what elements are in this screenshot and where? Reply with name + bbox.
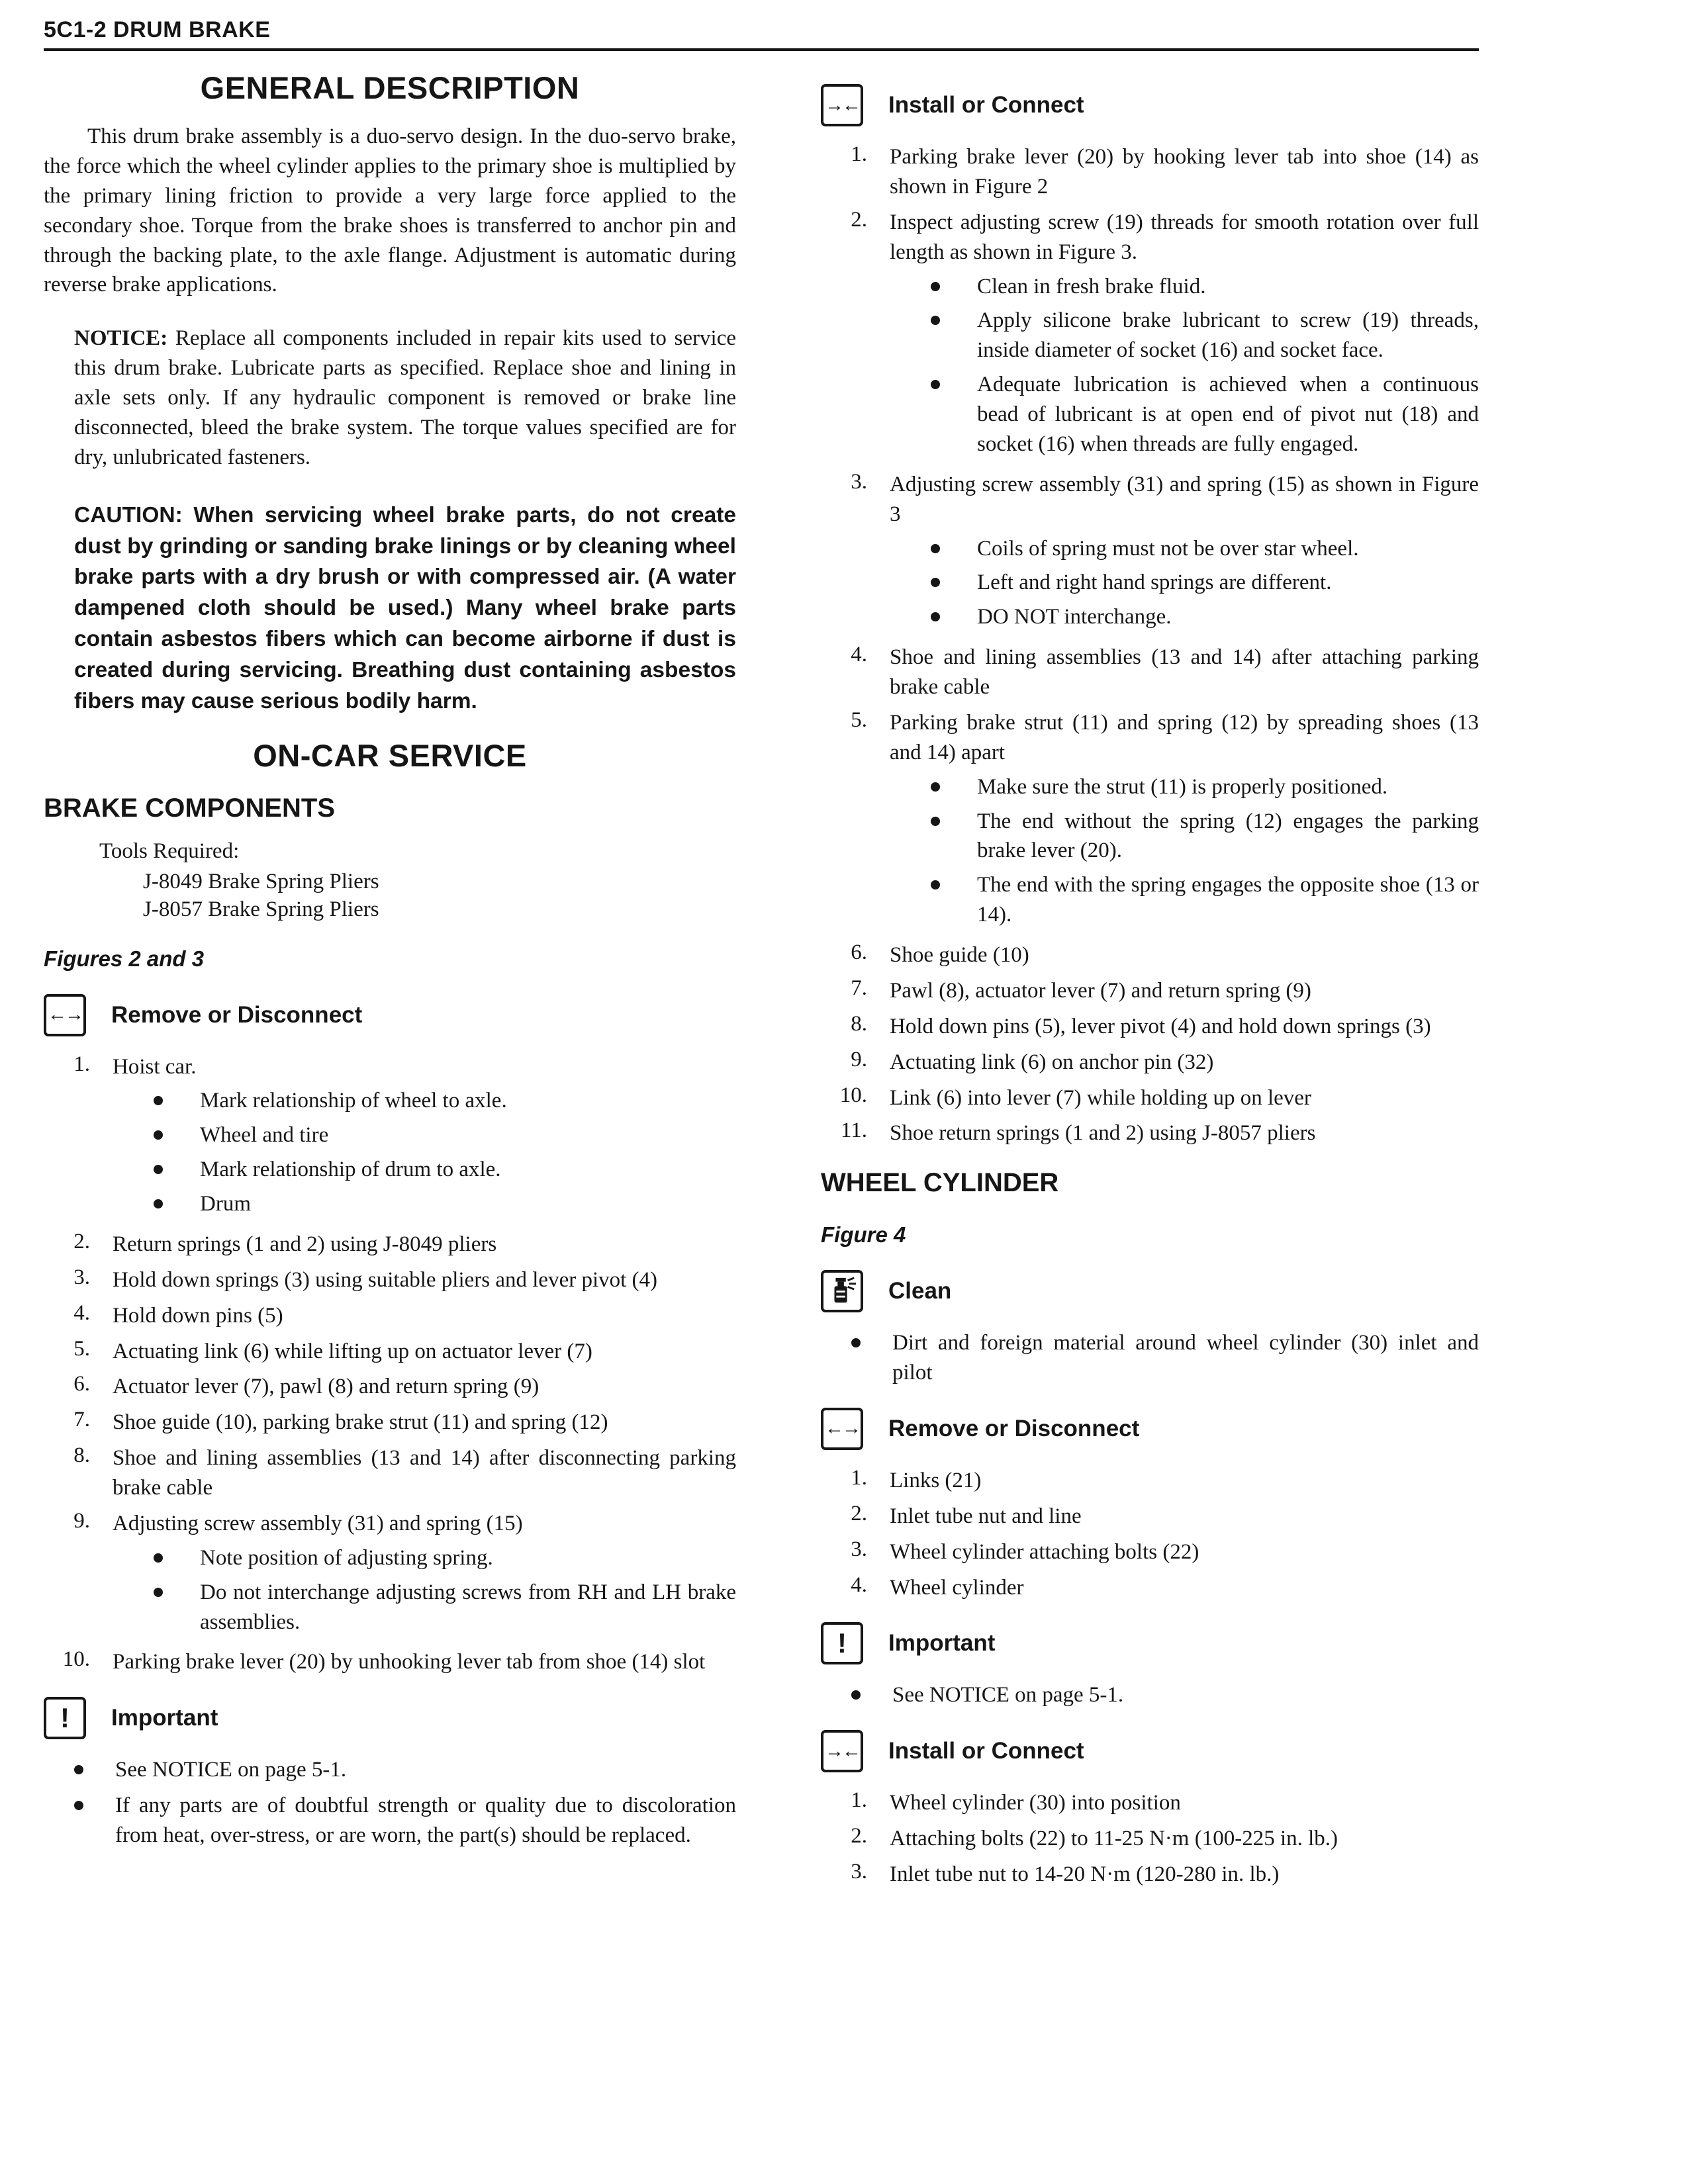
item-text: Actuating link (6) on anchor pin (32) — [890, 1050, 1214, 1074]
item-text: Wheel cylinder (30) into position — [890, 1791, 1181, 1815]
item-bullets — [890, 772, 1479, 930]
item-text: Link (6) into lever (7) while holding up on lever — [890, 1085, 1311, 1110]
item-body — [113, 1647, 736, 1677]
install-connect-heading-2 — [821, 1730, 1479, 1772]
important-heading — [44, 1697, 736, 1739]
item-number: 5. — [851, 707, 867, 732]
install-connect-label: Install or Connect — [888, 92, 1084, 118]
item-body — [890, 1502, 1479, 1531]
list-item — [44, 1408, 736, 1437]
list-item — [821, 142, 1479, 202]
item-number: 1. — [851, 142, 867, 166]
bullet-item — [113, 1189, 736, 1219]
tools-list — [44, 870, 736, 922]
item-number: 3. — [73, 1265, 90, 1289]
list-item — [821, 1466, 1479, 1496]
item-number: 1. — [851, 1788, 867, 1813]
bullet-text: Mark relationship of wheel to axle. — [200, 1089, 507, 1113]
item-body — [113, 1509, 736, 1642]
bullet-text: Wheel and tire — [200, 1123, 329, 1148]
bullet-dot-icon — [74, 1765, 83, 1774]
list-item — [821, 1860, 1479, 1889]
item-text: Links (21) — [890, 1468, 982, 1492]
bullet-item — [113, 1120, 736, 1150]
item-number: 2. — [851, 1501, 867, 1525]
bullet-text: Drum — [200, 1192, 251, 1216]
list-item — [44, 1301, 736, 1331]
bullet-item — [44, 1755, 736, 1785]
bullet-text: Coils of spring must not be over star wheel. — [977, 536, 1359, 561]
item-number: 1. — [851, 1465, 867, 1490]
item-number: 4. — [851, 643, 867, 667]
item-text: Shoe and lining assemblies (13 and 14) after disconnecting parking brake cable — [113, 1446, 736, 1500]
list-item — [44, 1647, 736, 1677]
remove-disconnect-label: Remove or Disconnect — [111, 1001, 363, 1028]
bullet-item — [821, 1328, 1479, 1388]
bullet-text: Dirt and foreign material around wheel cylinder (30) inlet and pilot — [892, 1331, 1479, 1385]
clean-icon — [821, 1270, 863, 1312]
bullet-item — [890, 306, 1479, 365]
general-description-paragraph: This drum brake assembly is a duo-servo design. In the duo-servo brake, the force which the wheel cylinder applies to the primary shoe is multiplied by the primary lining friction to provide a very large force applied to the secondary shoe. Torque from the brake shoes is transferred to anchor pin and through the backing plate, to the axle flange. Adjustment is automatic during reverse brake applications. — [44, 124, 736, 297]
item-text: Attaching bolts (22) to 11-25 N·m (100-225 in. lb.) — [890, 1827, 1338, 1851]
list-item — [44, 1265, 736, 1295]
item-text: Adjusting screw assembly (31) and spring (15) as shown in Figure 3 — [890, 472, 1479, 526]
item-text: Actuator lever (7), pawl (8) and return spring (9) — [113, 1375, 539, 1399]
bullet-dot-icon — [154, 1199, 163, 1208]
item-body — [890, 470, 1479, 637]
bullet-text: Left and right hand springs are different. — [977, 570, 1332, 595]
list-item — [44, 1372, 736, 1402]
bullet-dot-icon — [154, 1165, 163, 1174]
bullet-dot-icon — [931, 817, 940, 826]
install-connect-glyph: →← — [825, 1740, 859, 1762]
item-text: Shoe guide (10) — [890, 943, 1029, 967]
item-text: Return springs (1 and 2) using J-8049 pliers — [113, 1232, 497, 1256]
bullet-dot-icon — [931, 544, 940, 553]
bullet-item — [821, 1680, 1479, 1710]
remove-disconnect-heading — [44, 994, 736, 1036]
item-text: Shoe return springs (1 and 2) using J-8057 pliers — [890, 1121, 1316, 1146]
clean-bullets — [821, 1328, 1479, 1388]
item-number: 2. — [851, 1824, 867, 1848]
item-body — [890, 643, 1479, 702]
list-item — [821, 940, 1479, 970]
important-bullets-2 — [821, 1680, 1479, 1710]
list-item — [821, 1083, 1479, 1113]
item-bullets — [113, 1543, 736, 1637]
bullet-item — [890, 870, 1479, 930]
item-text: Adjusting screw assembly (31) and spring (15) — [113, 1511, 523, 1535]
item-text: Shoe guide (10), parking brake strut (11) and spring (12) — [113, 1410, 608, 1435]
bullet-dot-icon — [931, 880, 940, 889]
item-number: 4. — [851, 1572, 867, 1597]
bullet-item — [113, 1578, 736, 1637]
install-connect-icon — [821, 1730, 863, 1772]
item-text: Wheel cylinder attaching bolts (22) — [890, 1539, 1199, 1564]
bullet-dot-icon — [851, 1690, 861, 1700]
remove-disconnect-label: Remove or Disconnect — [888, 1415, 1140, 1441]
item-body — [890, 1012, 1479, 1042]
item-bullets — [113, 1086, 736, 1219]
bullet-dot-icon — [154, 1553, 163, 1563]
heading-brake-components: BRAKE COMPONENTS — [44, 793, 336, 823]
tools-required-label: Tools Required: — [99, 839, 240, 863]
list-item — [44, 1230, 736, 1259]
remove-disconnect-list — [44, 1052, 736, 1678]
important-glyph: ! — [60, 1702, 70, 1734]
item-body — [890, 1824, 1479, 1854]
bullet-dot-icon — [154, 1588, 163, 1597]
figures-2-3-label: Figures 2 and 3 — [44, 946, 205, 971]
install-connect-icon — [821, 84, 863, 126]
item-body — [113, 1372, 736, 1402]
item-text: Hoist car. — [113, 1054, 197, 1079]
bullet-dot-icon — [931, 316, 940, 325]
heading-wheel-cylinder: WHEEL CYLINDER — [821, 1168, 1059, 1198]
clean-label: Clean — [888, 1278, 952, 1304]
item-number: 8. — [73, 1443, 90, 1468]
list-item — [821, 643, 1479, 702]
bullet-dot-icon — [931, 282, 940, 291]
wheel-cylinder-install-list — [821, 1788, 1479, 1889]
notice-paragraph — [74, 324, 736, 472]
bullet-text: DO NOT interchange. — [977, 605, 1172, 629]
item-body — [113, 1265, 736, 1295]
bullet-text: Apply silicone brake lubricant to screw (19) threads, inside diameter of socket (16) and socket face. — [977, 308, 1479, 363]
item-body — [890, 976, 1479, 1006]
list-item — [44, 1443, 736, 1503]
list-item — [821, 1048, 1479, 1077]
remove-disconnect-icon — [821, 1408, 863, 1450]
item-number: 2. — [73, 1229, 90, 1253]
bullet-dot-icon — [931, 578, 940, 587]
item-bullets — [890, 272, 1479, 459]
list-item — [44, 1337, 736, 1367]
bullet-item — [890, 534, 1479, 564]
page-header-title: 5C1-2 DRUM BRAKE — [44, 17, 271, 42]
item-body — [890, 1466, 1479, 1496]
bullet-item — [890, 370, 1479, 459]
item-number: 9. — [851, 1047, 867, 1071]
item-number: 3. — [851, 469, 867, 494]
tool-item: J-8057 Brake Spring Pliers — [143, 897, 379, 921]
item-text: Hold down springs (3) using suitable pliers and lever pivot (4) — [113, 1267, 658, 1292]
bullet-dot-icon — [74, 1801, 83, 1810]
install-connect-label: Install or Connect — [888, 1738, 1084, 1764]
item-number: 11. — [840, 1118, 867, 1143]
bullet-dot-icon — [154, 1130, 163, 1140]
right-column — [821, 64, 1479, 1895]
item-number: 3. — [851, 1860, 867, 1884]
list-item — [821, 1788, 1479, 1818]
bullet-item — [890, 272, 1479, 302]
notice-text: Replace all components included in repair kits used to service this drum brake. Lubricate parts as specified. Replace shoe and lining in axle sets only. If any hydraulic component is removed or brake line disconnected, bleed the brake system. The torque values specified are for dry, unlubricated fasteners. — [74, 326, 736, 469]
item-number: 6. — [851, 940, 867, 964]
item-body — [890, 1788, 1479, 1818]
bullet-text: Do not interchange adjusting screws from RH and LH brake assemblies. — [200, 1580, 736, 1634]
content-columns — [44, 64, 1479, 1895]
item-text: Parking brake strut (11) and spring (12) by spreading shoes (13 and 14) apart — [890, 710, 1479, 764]
item-body — [890, 1537, 1479, 1567]
item-body — [113, 1337, 736, 1367]
list-item — [821, 976, 1479, 1006]
item-text: Parking brake lever (20) by hooking lever tab into shoe (14) as shown in Figure 2 — [890, 145, 1479, 199]
list-item — [821, 1573, 1479, 1603]
item-body — [890, 708, 1479, 934]
list-item — [44, 1509, 736, 1642]
item-text: Hold down pins (5), lever pivot (4) and hold down springs (3) — [890, 1014, 1431, 1038]
item-text: Wheel cylinder — [890, 1575, 1024, 1600]
important-bullets — [44, 1755, 736, 1850]
list-item — [821, 470, 1479, 637]
bullet-dot-icon — [851, 1338, 861, 1347]
item-body — [113, 1301, 736, 1331]
title-on-car-service: ON-CAR SERVICE — [253, 737, 527, 773]
bullet-dot-icon — [154, 1096, 163, 1105]
remove-disconnect-glyph: ←→ — [825, 1418, 859, 1439]
install-connect-glyph: →← — [825, 94, 859, 116]
list-item — [821, 1502, 1479, 1531]
list-item — [821, 1012, 1479, 1042]
item-body — [113, 1052, 736, 1224]
item-body — [113, 1443, 736, 1503]
item-number: 2. — [851, 207, 867, 232]
item-number: 10. — [839, 1083, 867, 1107]
remove-disconnect-glyph: ←→ — [48, 1004, 82, 1026]
bullet-item — [113, 1086, 736, 1116]
notice-label: NOTICE: — [74, 326, 168, 351]
bullet-item — [113, 1543, 736, 1573]
item-text: Inlet tube nut to 14-20 N·m (120-280 in. lb.) — [890, 1862, 1280, 1886]
install-connect-list — [821, 142, 1479, 1148]
important-glyph: ! — [837, 1627, 847, 1659]
bullet-text: See NOTICE on page 5-1. — [115, 1758, 347, 1782]
item-number: 7. — [851, 976, 867, 1000]
item-bullets — [890, 534, 1479, 633]
item-number: 4. — [73, 1300, 90, 1325]
install-connect-heading — [821, 84, 1479, 126]
item-body — [890, 1083, 1479, 1113]
important-label: Important — [888, 1630, 996, 1657]
caution-paragraph: CAUTION: When servicing wheel brake parts, do not create dust by grinding or sanding brake linings or by cleaning wheel brake parts with a dry brush or with compressed air. (A water dampened cloth should be used.) Many wheel brake parts contain asbestos fibers which can become airborne if dust is created during servicing. Breathing dust containing asbestos fibers may cause serious bodily harm. — [74, 502, 736, 713]
item-text: Parking brake lever (20) by unhooking lever tab from shoe (14) slot — [113, 1650, 706, 1674]
item-number: 1. — [73, 1052, 90, 1076]
bullet-dot-icon — [931, 380, 940, 389]
bullet-text: The end with the spring engages the opposite shoe (13 or 14). — [977, 873, 1479, 927]
item-text: Pawl (8), actuator lever (7) and return spring (9) — [890, 978, 1311, 1003]
wheel-cylinder-remove-list — [821, 1466, 1479, 1603]
bullet-text: Make sure the strut (11) is properly positioned. — [977, 774, 1388, 799]
bullet-item — [44, 1791, 736, 1850]
title-general-description: GENERAL DESCRIPTION — [200, 70, 580, 105]
item-body — [890, 940, 1479, 970]
left-column — [44, 64, 736, 1895]
item-body — [890, 142, 1479, 202]
item-body — [113, 1230, 736, 1259]
list-item — [821, 1537, 1479, 1567]
item-text: Hold down pins (5) — [113, 1303, 283, 1328]
list-item — [821, 1118, 1479, 1148]
remove-disconnect-heading-2 — [821, 1408, 1479, 1450]
item-body — [113, 1408, 736, 1437]
item-body — [890, 208, 1479, 464]
item-number: 8. — [851, 1011, 867, 1036]
clean-heading — [821, 1270, 1479, 1312]
item-text: Shoe and lining assemblies (13 and 14) after attaching parking brake cable — [890, 645, 1479, 699]
list-item — [44, 1052, 736, 1224]
item-number: 10. — [62, 1647, 90, 1672]
important-icon — [821, 1622, 863, 1664]
bullet-item — [113, 1155, 736, 1185]
bullet-text: See NOTICE on page 5-1. — [892, 1683, 1124, 1707]
item-text: Inspect adjusting screw (19) threads for smooth rotation over full length as shown in Figure 3. — [890, 210, 1479, 264]
page-header — [44, 17, 1479, 51]
item-number: 6. — [73, 1372, 90, 1396]
bullet-item — [890, 772, 1479, 802]
list-item — [821, 1824, 1479, 1854]
item-number: 9. — [73, 1508, 90, 1533]
bullet-item — [890, 602, 1479, 632]
bullet-text: The end without the spring (12) engages the parking brake lever (20). — [977, 809, 1479, 863]
bullet-dot-icon — [931, 782, 940, 792]
important-icon — [44, 1697, 86, 1739]
header-rule — [44, 48, 1479, 51]
item-body — [890, 1118, 1479, 1148]
list-item — [821, 208, 1479, 464]
tool-item: J-8049 Brake Spring Pliers — [143, 869, 379, 893]
bullet-text: Adequate lubrication is achieved when a continuous bead of lubricant is at open end of pivot nut (18) and socket (16) when threads are fully engaged. — [977, 373, 1479, 456]
bullet-text: Clean in fresh brake fluid. — [977, 274, 1206, 298]
item-number: 7. — [73, 1408, 90, 1432]
item-text: Actuating link (6) while lifting up on actuator lever (7) — [113, 1339, 592, 1363]
item-body — [890, 1573, 1479, 1603]
bullet-text: Note position of adjusting spring. — [200, 1545, 493, 1570]
item-number: 5. — [73, 1336, 90, 1361]
item-body — [890, 1048, 1479, 1077]
remove-disconnect-icon — [44, 994, 86, 1036]
bullet-text: Mark relationship of drum to axle. — [200, 1158, 501, 1182]
list-item — [821, 708, 1479, 934]
item-number: 3. — [851, 1537, 867, 1561]
bullet-dot-icon — [931, 612, 940, 621]
important-heading-2 — [821, 1622, 1479, 1664]
figure-4-label: Figure 4 — [821, 1222, 906, 1248]
item-body — [890, 1860, 1479, 1889]
bullet-item — [890, 568, 1479, 598]
important-label: Important — [111, 1705, 218, 1731]
bullet-item — [890, 807, 1479, 866]
bullet-text: If any parts are of doubtful strength or quality due to discoloration from heat, over-stress, or are worn, the part(s) should be replaced. — [115, 1794, 736, 1848]
item-text: Inlet tube nut and line — [890, 1504, 1082, 1528]
